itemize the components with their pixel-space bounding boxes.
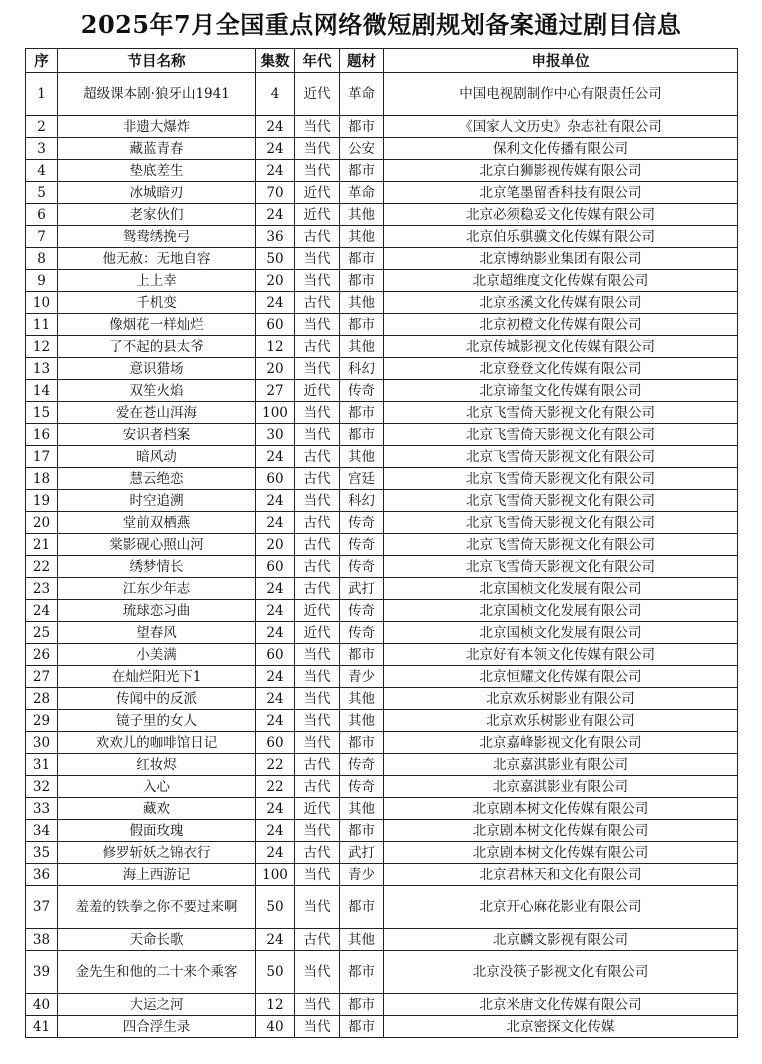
cell-program-name: 金先生和他的二十来个乘客: [58, 951, 256, 994]
cell-era: 当代: [295, 666, 340, 688]
cell-applicant: 北京嘉淇影业有限公司: [384, 776, 738, 798]
cell-era: 近代: [295, 600, 340, 622]
cell-era: 当代: [295, 994, 340, 1016]
cell-applicant: 北京国桢文化发展有限公司: [384, 578, 738, 600]
cell-episodes: 24: [256, 160, 295, 182]
table-row: [26, 754, 738, 776]
cell-index: 6: [26, 204, 58, 226]
cell-genre: 其他: [340, 292, 384, 314]
cell-genre: 都市: [340, 644, 384, 666]
cell-index: 21: [26, 534, 58, 556]
cell-index: 40: [26, 994, 58, 1016]
cell-program-name: 他无赦：无地自容: [58, 248, 256, 270]
table-row: [26, 951, 738, 994]
cell-program-name: 红妆烬: [58, 754, 256, 776]
cell-genre: 宫廷: [340, 468, 384, 490]
cell-applicant: 北京飞雪倚天影视文化有限公司: [384, 468, 738, 490]
table-header-row: [26, 49, 738, 73]
cell-program-name: 琉球恋习曲: [58, 600, 256, 622]
cell-index: 22: [26, 556, 58, 578]
cell-episodes: 60: [256, 314, 295, 336]
table-row: [26, 138, 738, 160]
cell-episodes: 20: [256, 534, 295, 556]
cell-episodes: 100: [256, 864, 295, 886]
cell-episodes: 27: [256, 380, 295, 402]
table-row: [26, 402, 738, 424]
cell-index: 27: [26, 666, 58, 688]
cell-applicant: 北京麟文影视有限公司: [384, 929, 738, 951]
cell-index: 29: [26, 710, 58, 732]
cell-program-name: 羞羞的铁拳之你不要过来啊: [58, 886, 256, 929]
cell-index: 28: [26, 688, 58, 710]
cell-applicant: 北京米唐文化传媒有限公司: [384, 994, 738, 1016]
cell-program-name: 垫底差生: [58, 160, 256, 182]
cell-index: 14: [26, 380, 58, 402]
cell-episodes: 22: [256, 754, 295, 776]
cell-index: 30: [26, 732, 58, 754]
cell-index: 8: [26, 248, 58, 270]
table-row: [26, 380, 738, 402]
cell-program-name: 时空追溯: [58, 490, 256, 512]
table-row: [26, 336, 738, 358]
cell-genre: 革命: [340, 73, 384, 116]
cell-era: 古代: [295, 776, 340, 798]
cell-index: 19: [26, 490, 58, 512]
cell-era: 当代: [295, 424, 340, 446]
cell-era: 古代: [295, 292, 340, 314]
cell-era: 近代: [295, 182, 340, 204]
cell-episodes: 36: [256, 226, 295, 248]
cell-episodes: 24: [256, 116, 295, 138]
cell-era: 当代: [295, 314, 340, 336]
table-row: [26, 358, 738, 380]
cell-program-name: 棠影砚心照山河: [58, 534, 256, 556]
cell-episodes: 4: [256, 73, 295, 116]
cell-genre: 传奇: [340, 512, 384, 534]
table-row: [26, 600, 738, 622]
cell-applicant: 中国电视剧制作中心有限责任公司: [384, 73, 738, 116]
table-row: [26, 116, 738, 138]
table-row: [26, 556, 738, 578]
cell-index: 3: [26, 138, 58, 160]
cell-era: 当代: [295, 886, 340, 929]
cell-era: 当代: [295, 951, 340, 994]
cell-genre: 都市: [340, 270, 384, 292]
cell-episodes: 12: [256, 994, 295, 1016]
cell-era: 当代: [295, 402, 340, 424]
cell-applicant: 北京欢乐树影业有限公司: [384, 688, 738, 710]
cell-era: 当代: [295, 490, 340, 512]
cell-episodes: 24: [256, 204, 295, 226]
cell-genre: 传奇: [340, 600, 384, 622]
cell-applicant: 北京飞雪倚天影视文化有限公司: [384, 534, 738, 556]
cell-applicant: 北京欢乐树影业有限公司: [384, 710, 738, 732]
cell-era: 当代: [295, 270, 340, 292]
cell-program-name: 藏蓝青春: [58, 138, 256, 160]
cell-episodes: 100: [256, 402, 295, 424]
cell-era: 古代: [295, 446, 340, 468]
cell-era: 当代: [295, 820, 340, 842]
cell-index: 25: [26, 622, 58, 644]
cell-episodes: 24: [256, 622, 295, 644]
cell-genre: 科幻: [340, 490, 384, 512]
cell-genre: 青少: [340, 864, 384, 886]
cell-genre: 传奇: [340, 776, 384, 798]
cell-era: 古代: [295, 534, 340, 556]
cell-era: 近代: [295, 204, 340, 226]
table-row: [26, 468, 738, 490]
cell-index: 37: [26, 886, 58, 929]
table-row: [26, 446, 738, 468]
cell-applicant: 北京伯乐骐骥文化传媒有限公司: [384, 226, 738, 248]
cell-index: 33: [26, 798, 58, 820]
table-row: [26, 578, 738, 600]
cell-genre: 都市: [340, 314, 384, 336]
header-episodes: 集数: [256, 49, 295, 73]
cell-era: 当代: [295, 116, 340, 138]
table-row: [26, 732, 738, 754]
cell-applicant: 北京飞雪倚天影视文化有限公司: [384, 512, 738, 534]
cell-program-name: 双笙火焰: [58, 380, 256, 402]
cell-applicant: 北京君林天和文化有限公司: [384, 864, 738, 886]
cell-applicant: 北京嘉峰影视文化有限公司: [384, 732, 738, 754]
cell-applicant: 北京密探文化传媒: [384, 1016, 738, 1038]
cell-episodes: 24: [256, 929, 295, 951]
cell-applicant: 北京剧本树文化传媒有限公司: [384, 842, 738, 864]
cell-genre: 传奇: [340, 622, 384, 644]
cell-genre: 科幻: [340, 358, 384, 380]
cell-episodes: 50: [256, 886, 295, 929]
table-row: [26, 688, 738, 710]
cell-applicant: 北京飞雪倚天影视文化有限公司: [384, 402, 738, 424]
cell-genre: 其他: [340, 929, 384, 951]
cell-program-name: 非遗大爆炸: [58, 116, 256, 138]
cell-index: 7: [26, 226, 58, 248]
cell-era: 当代: [295, 644, 340, 666]
table-row: [26, 842, 738, 864]
cell-index: 26: [26, 644, 58, 666]
cell-program-name: 绣梦情长: [58, 556, 256, 578]
cell-program-name: 意识猎场: [58, 358, 256, 380]
cell-applicant: 北京嘉淇影业有限公司: [384, 754, 738, 776]
table-row: [26, 73, 738, 116]
cell-index: 17: [26, 446, 58, 468]
cell-index: 24: [26, 600, 58, 622]
cell-index: 4: [26, 160, 58, 182]
cell-applicant: 北京谛玺文化传媒有限公司: [384, 380, 738, 402]
cell-episodes: 60: [256, 556, 295, 578]
table-row: [26, 248, 738, 270]
cell-program-name: 了不起的县太爷: [58, 336, 256, 358]
cell-episodes: 24: [256, 710, 295, 732]
table-row: [26, 776, 738, 798]
table-row: [26, 820, 738, 842]
cell-episodes: 30: [256, 424, 295, 446]
cell-episodes: 24: [256, 688, 295, 710]
cell-episodes: 24: [256, 446, 295, 468]
cell-program-name: 欢欢儿的咖啡馆日记: [58, 732, 256, 754]
cell-index: 38: [26, 929, 58, 951]
cell-applicant: 北京开心麻花影业有限公司: [384, 886, 738, 929]
cell-genre: 其他: [340, 446, 384, 468]
cell-genre: 其他: [340, 336, 384, 358]
cell-index: 41: [26, 1016, 58, 1038]
header-genre: 题材: [340, 49, 384, 73]
cell-program-name: 大运之河: [58, 994, 256, 1016]
table-row: [26, 622, 738, 644]
cell-applicant: 北京丞溪文化传媒有限公司: [384, 292, 738, 314]
cell-genre: 其他: [340, 226, 384, 248]
cell-program-name: 鸳鸯绣挽弓: [58, 226, 256, 248]
cell-applicant: 北京登登文化传媒有限公司: [384, 358, 738, 380]
cell-applicant: 北京飞雪倚天影视文化有限公司: [384, 556, 738, 578]
cell-program-name: 修罗斩妖之锦衣行: [58, 842, 256, 864]
cell-program-name: 超级课本剧·狼牙山1941: [58, 73, 256, 116]
cell-era: 古代: [295, 929, 340, 951]
cell-applicant: 北京传城影视文化传媒有限公司: [384, 336, 738, 358]
cell-program-name: 安识者档案: [58, 424, 256, 446]
cell-era: 当代: [295, 248, 340, 270]
cell-index: 10: [26, 292, 58, 314]
cell-applicant: 北京国桢文化发展有限公司: [384, 600, 738, 622]
cell-era: 古代: [295, 842, 340, 864]
cell-program-name: 上上幸: [58, 270, 256, 292]
cell-applicant: 北京博纳影业集团有限公司: [384, 248, 738, 270]
table-row: [26, 490, 738, 512]
cell-era: 古代: [295, 754, 340, 776]
cell-era: 古代: [295, 336, 340, 358]
cell-program-name: 镜子里的女人: [58, 710, 256, 732]
table-row: [26, 886, 738, 929]
cell-episodes: 70: [256, 182, 295, 204]
cell-episodes: 50: [256, 248, 295, 270]
cell-program-name: 假面玫瑰: [58, 820, 256, 842]
cell-index: 36: [26, 864, 58, 886]
cell-applicant: 北京没筷子影视文化有限公司: [384, 951, 738, 994]
cell-index: 39: [26, 951, 58, 994]
cell-index: 11: [26, 314, 58, 336]
cell-program-name: 爱在苍山洱海: [58, 402, 256, 424]
cell-program-name: 小美满: [58, 644, 256, 666]
table-row: [26, 424, 738, 446]
table-row: [26, 666, 738, 688]
table-row: [26, 292, 738, 314]
cell-applicant: 北京飞雪倚天影视文化有限公司: [384, 490, 738, 512]
cell-index: 5: [26, 182, 58, 204]
table-row: [26, 1016, 738, 1038]
cell-applicant: 北京必须稳妥文化传媒有限公司: [384, 204, 738, 226]
cell-genre: 都市: [340, 402, 384, 424]
cell-era: 古代: [295, 556, 340, 578]
table-row: [26, 270, 738, 292]
cell-applicant: 北京剧本树文化传媒有限公司: [384, 820, 738, 842]
header-program-name: 节目名称: [58, 49, 256, 73]
table-row: [26, 534, 738, 556]
cell-applicant: 北京恒耀文化传媒有限公司: [384, 666, 738, 688]
cell-index: 15: [26, 402, 58, 424]
cell-applicant: 北京好有本领文化传媒有限公司: [384, 644, 738, 666]
cell-episodes: 24: [256, 490, 295, 512]
cell-episodes: 24: [256, 798, 295, 820]
cell-era: 近代: [295, 73, 340, 116]
cell-applicant: 北京飞雪倚天影视文化有限公司: [384, 424, 738, 446]
cell-episodes: 24: [256, 578, 295, 600]
cell-genre: 其他: [340, 710, 384, 732]
cell-episodes: 24: [256, 292, 295, 314]
cell-applicant: 北京初橙文化传媒有限公司: [384, 314, 738, 336]
cell-era: 当代: [295, 864, 340, 886]
cell-era: 当代: [295, 160, 340, 182]
cell-era: 近代: [295, 380, 340, 402]
table-row: [26, 182, 738, 204]
cell-index: 20: [26, 512, 58, 534]
cell-episodes: 24: [256, 600, 295, 622]
cell-genre: 其他: [340, 204, 384, 226]
cell-genre: 都市: [340, 886, 384, 929]
table-row: [26, 994, 738, 1016]
cell-index: 2: [26, 116, 58, 138]
cell-genre: 传奇: [340, 754, 384, 776]
cell-program-name: 海上西游记: [58, 864, 256, 886]
cell-era: 古代: [295, 512, 340, 534]
cell-episodes: 20: [256, 270, 295, 292]
cell-episodes: 24: [256, 820, 295, 842]
cell-era: 当代: [295, 732, 340, 754]
cell-genre: 都市: [340, 732, 384, 754]
cell-genre: 青少: [340, 666, 384, 688]
cell-applicant: 北京笔墨留香科技有限公司: [384, 182, 738, 204]
cell-era: 近代: [295, 622, 340, 644]
cell-index: 35: [26, 842, 58, 864]
table-row: [26, 644, 738, 666]
cell-genre: 都市: [340, 248, 384, 270]
cell-episodes: 22: [256, 776, 295, 798]
cell-era: 古代: [295, 578, 340, 600]
cell-episodes: 24: [256, 138, 295, 160]
cell-era: 古代: [295, 468, 340, 490]
header-index: 序: [26, 49, 58, 73]
cell-era: 当代: [295, 710, 340, 732]
cell-era: 当代: [295, 1016, 340, 1038]
cell-genre: 武打: [340, 578, 384, 600]
cell-genre: 传奇: [340, 556, 384, 578]
cell-applicant: 北京超维度文化传媒有限公司: [384, 270, 738, 292]
cell-genre: 传奇: [340, 534, 384, 556]
cell-episodes: 20: [256, 358, 295, 380]
cell-index: 23: [26, 578, 58, 600]
cell-episodes: 40: [256, 1016, 295, 1038]
cell-era: 古代: [295, 226, 340, 248]
cell-genre: 革命: [340, 182, 384, 204]
cell-applicant: 《国家人文历史》杂志社有限公司: [384, 116, 738, 138]
cell-program-name: 藏欢: [58, 798, 256, 820]
cell-genre: 公安: [340, 138, 384, 160]
cell-genre: 其他: [340, 798, 384, 820]
cell-index: 12: [26, 336, 58, 358]
cell-program-name: 望春风: [58, 622, 256, 644]
cell-episodes: 24: [256, 842, 295, 864]
cell-episodes: 12: [256, 336, 295, 358]
cell-genre: 传奇: [340, 380, 384, 402]
cell-program-name: 千机变: [58, 292, 256, 314]
cell-genre: 都市: [340, 951, 384, 994]
cell-program-name: 老家伙们: [58, 204, 256, 226]
page-title: 2025年7月全国重点网络微短剧规划备案通过剧目信息: [80, 10, 682, 39]
cell-episodes: 24: [256, 666, 295, 688]
cell-genre: 都市: [340, 424, 384, 446]
cell-program-name: 在灿烂阳光下1: [58, 666, 256, 688]
cell-index: 31: [26, 754, 58, 776]
header-era: 年代: [295, 49, 340, 73]
cell-index: 13: [26, 358, 58, 380]
cell-genre: 武打: [340, 842, 384, 864]
cell-program-name: 暗风动: [58, 446, 256, 468]
cell-genre: 都市: [340, 820, 384, 842]
cell-applicant: 北京国桢文化发展有限公司: [384, 622, 738, 644]
table-row: [26, 512, 738, 534]
cell-index: 18: [26, 468, 58, 490]
table-row: [26, 226, 738, 248]
cell-episodes: 24: [256, 512, 295, 534]
drama-table: [25, 48, 738, 1038]
cell-genre: 都市: [340, 1016, 384, 1038]
table-row: [26, 314, 738, 336]
cell-program-name: 冰城暗刃: [58, 182, 256, 204]
cell-genre: 都市: [340, 994, 384, 1016]
cell-genre: 都市: [340, 116, 384, 138]
cell-episodes: 60: [256, 644, 295, 666]
cell-applicant: 北京飞雪倚天影视文化有限公司: [384, 446, 738, 468]
cell-applicant: 保利文化传播有限公司: [384, 138, 738, 160]
cell-program-name: 天命长歌: [58, 929, 256, 951]
cell-program-name: 像烟花一样灿烂: [58, 314, 256, 336]
table-row: [26, 929, 738, 951]
cell-applicant: 北京剧本树文化传媒有限公司: [384, 798, 738, 820]
cell-program-name: 入心: [58, 776, 256, 798]
table-row: [26, 710, 738, 732]
header-applicant: 申报单位: [384, 49, 738, 73]
cell-index: 1: [26, 73, 58, 116]
cell-episodes: 60: [256, 732, 295, 754]
table-body: [26, 73, 738, 1038]
cell-index: 32: [26, 776, 58, 798]
cell-applicant: 北京白狮影视传媒有限公司: [384, 160, 738, 182]
cell-episodes: 60: [256, 468, 295, 490]
cell-era: 近代: [295, 798, 340, 820]
cell-episodes: 50: [256, 951, 295, 994]
cell-program-name: 江东少年志: [58, 578, 256, 600]
cell-era: 当代: [295, 138, 340, 160]
cell-index: 9: [26, 270, 58, 292]
cell-genre: 都市: [340, 160, 384, 182]
table-row: [26, 204, 738, 226]
table-row: [26, 864, 738, 886]
cell-program-name: 四合浮生录: [58, 1016, 256, 1038]
table-row: [26, 798, 738, 820]
cell-genre: 其他: [340, 688, 384, 710]
cell-era: 当代: [295, 358, 340, 380]
table-row: [26, 160, 738, 182]
cell-program-name: 堂前双栖燕: [58, 512, 256, 534]
cell-era: 当代: [295, 688, 340, 710]
cell-index: 16: [26, 424, 58, 446]
cell-program-name: 传闻中的反派: [58, 688, 256, 710]
cell-program-name: 慧云绝恋: [58, 468, 256, 490]
cell-index: 34: [26, 820, 58, 842]
